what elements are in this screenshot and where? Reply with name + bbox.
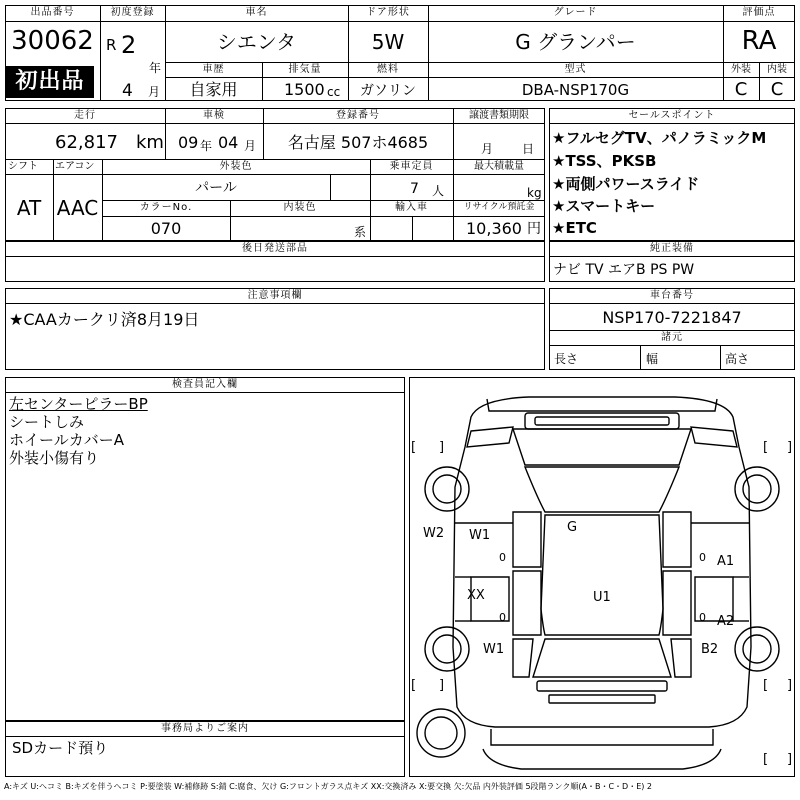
- year-value: 2: [121, 31, 137, 59]
- displacement: 1500: [284, 80, 325, 99]
- mark-b2: B2: [701, 642, 719, 657]
- mileage-label: 走行: [74, 110, 96, 121]
- sales-point-5: ★ETC: [552, 219, 597, 237]
- grade-label: グレード: [553, 7, 598, 18]
- bracket-right-front: [: [763, 440, 769, 455]
- exterior-color: パール: [195, 180, 237, 196]
- inspector-line-4: 外装小傷有り: [9, 449, 100, 467]
- zero-left-front: 0: [499, 551, 506, 564]
- capacity-unit: 人: [432, 184, 445, 198]
- interior-color-unit: 系: [354, 225, 367, 239]
- score-label: 評価点: [742, 7, 776, 18]
- later-parts-label: 後日発送部品: [242, 243, 308, 254]
- mark-g: G: [567, 520, 578, 535]
- inspection-month-unit: 月: [244, 139, 257, 153]
- chassis-value: NSP170-7221847: [602, 308, 742, 327]
- recycle-label: リサイクル預託金: [463, 202, 535, 212]
- inspection-month: 04: [218, 133, 239, 152]
- first-listing-badge: 初出品: [6, 66, 94, 98]
- inspector-line-1: 左センターピラーBP: [9, 395, 148, 413]
- transfer-label: 譲渡書類期限: [469, 110, 529, 121]
- aircon-label: エアコン: [55, 161, 95, 172]
- bracket-right-rear-close: ]: [787, 678, 793, 693]
- car-name: シエンタ: [216, 30, 297, 54]
- inspection-label: 車検: [203, 110, 225, 121]
- model-label: 型式: [564, 64, 587, 75]
- inspection-year-unit: 年: [200, 139, 213, 153]
- car-name-label: 車名: [245, 7, 268, 18]
- height-label: 高さ: [725, 352, 750, 366]
- bracket-left-rear-close: ]: [439, 678, 445, 693]
- fuel: ガソリン: [360, 83, 416, 99]
- grade: G グランパー: [515, 30, 636, 54]
- inspector-line-3: ホイールカバーA: [9, 431, 124, 449]
- mark-a1: A1: [717, 554, 735, 569]
- max-load-label: 最大積載量: [474, 161, 524, 172]
- zero-right-rear: 0: [699, 611, 706, 624]
- bracket-rear-spare-close: ]: [787, 752, 793, 767]
- transfer-month-unit: 月: [481, 142, 494, 156]
- history-label: 車歴: [202, 64, 225, 75]
- shift: AT: [16, 196, 42, 220]
- displacement-unit: cc: [327, 85, 341, 99]
- mileage-unit: km: [136, 132, 164, 153]
- bracket-left-front-close: ]: [439, 440, 445, 455]
- registration-label: 登録番号: [336, 110, 380, 121]
- capacity: 7: [410, 181, 419, 197]
- mark-w1-rear: W1: [483, 642, 505, 657]
- transfer-day-unit: 日: [522, 142, 535, 156]
- first-reg-label: 初度登録: [110, 7, 155, 18]
- width-label: 幅: [646, 352, 659, 366]
- mark-u1: U1: [593, 590, 611, 605]
- door-label: ドア形状: [366, 7, 410, 18]
- bracket-left-rear: [: [411, 678, 417, 693]
- color-no: 070: [150, 219, 182, 238]
- fuel-label: 燃料: [377, 64, 399, 75]
- color-no-label: カラーNo.: [139, 202, 193, 213]
- bracket-rear-spare: [: [763, 752, 769, 767]
- month-value: 4: [122, 81, 133, 101]
- door: 5W: [371, 30, 405, 54]
- aircon: AAC: [56, 196, 99, 220]
- recycle: 10,360: [466, 219, 522, 238]
- mark-w1-front: W1: [469, 528, 491, 543]
- chassis-label: 車台番号: [650, 290, 694, 301]
- legend: A:キズ U:ヘコミ B:キズを伴うヘコミ P:要塗装 W:補修跡 S:錆 C:腐食、欠け G:フロントガラス点キズ XX:交換済み X:要交換 欠:欠品 内外装評価 5段階ランク順(A・B・C・D・E) 2: [4, 782, 653, 791]
- era: R: [106, 36, 117, 54]
- zero-right-front: 0: [699, 551, 706, 564]
- registration: 名古屋 507ホ4685: [287, 133, 429, 152]
- model: DBA-NSP170G: [521, 81, 630, 99]
- notes-label: 注意事項欄: [247, 290, 303, 301]
- mark-a2: A2: [717, 614, 735, 629]
- sales-points-label: セールスポイント: [628, 110, 716, 121]
- exterior-grade: C: [734, 79, 748, 100]
- mark-xx: XX: [467, 588, 485, 603]
- interior-label: 内装: [767, 64, 787, 75]
- genuine-value: ナビ TV エアB PS PW: [553, 262, 695, 278]
- sales-point-1: ★フルセグTV、パノラミックM: [552, 129, 767, 147]
- year-unit: 年: [149, 61, 162, 75]
- office-label: 事務局よりご案内: [161, 723, 249, 734]
- shift-label: シフト: [8, 161, 38, 172]
- lot-label: 出品番号: [30, 7, 75, 18]
- max-load-unit: kg: [527, 186, 542, 200]
- inspection-year: 09: [178, 133, 199, 152]
- dimensions-label: 諸元: [661, 332, 683, 343]
- genuine-label: 純正装備: [650, 243, 694, 254]
- mark-w2: W2: [423, 526, 445, 541]
- import-label: 輸入車: [395, 202, 428, 213]
- exterior-label: 外装: [731, 64, 751, 75]
- bracket-right-rear: [: [763, 678, 769, 693]
- zero-left-rear: 0: [499, 611, 506, 624]
- inspector-label: 検査員記入欄: [172, 379, 238, 390]
- capacity-label: 乗車定員: [389, 161, 434, 172]
- recycle-unit: 円: [527, 221, 541, 237]
- inspector-line-2: シートしみ: [9, 413, 85, 431]
- bracket-left-front: [: [411, 440, 417, 455]
- month-unit: 月: [148, 85, 161, 99]
- interior-grade: C: [770, 79, 784, 100]
- score: RA: [741, 26, 777, 56]
- sales-point-2: ★TSS、PKSB: [552, 152, 657, 170]
- history: 自家用: [189, 80, 238, 99]
- sales-point-4: ★スマートキー: [552, 197, 656, 215]
- exterior-color-label: 外装色: [219, 161, 253, 172]
- length-label: 長さ: [554, 352, 579, 366]
- car-diagram: [409, 377, 795, 777]
- mileage: 62,817: [55, 132, 118, 153]
- lot-number: 30062: [11, 26, 94, 56]
- office-value: SDカード預り: [12, 739, 109, 757]
- notes-value: ★CAAカークリ済8月19日: [9, 310, 200, 329]
- sales-point-3: ★両側パワースライド: [552, 175, 700, 193]
- interior-color-label: 内装色: [283, 202, 317, 213]
- bracket-right-front-close: ]: [787, 440, 793, 455]
- displacement-label: 排気量: [288, 64, 322, 75]
